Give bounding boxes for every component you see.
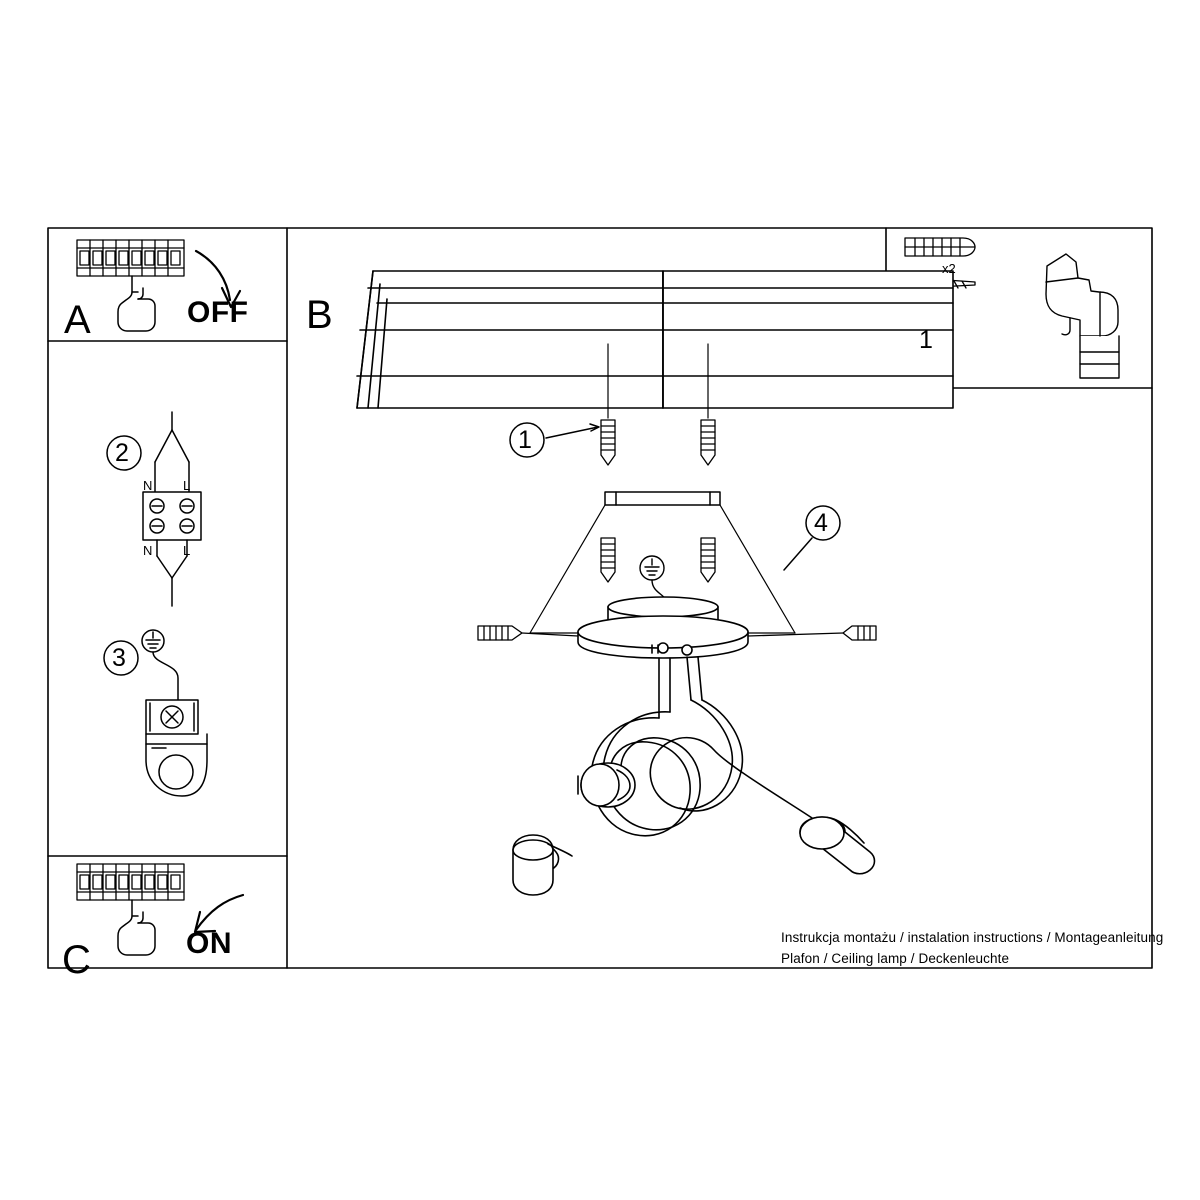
callout-1-ceiling-number: 1 [518, 426, 532, 454]
step-c-label-on: ON [186, 927, 232, 960]
breaker-off-icon [77, 240, 184, 276]
callout-3-number: 3 [112, 644, 126, 672]
callout-2-number: 2 [115, 439, 129, 467]
wall-plug-icon [905, 238, 975, 256]
ceiling-screw-right [701, 420, 715, 465]
terminal-label-n-top: N [143, 478, 153, 493]
power-drill-icon [1046, 254, 1119, 378]
parts-quantity-label: x2 [942, 261, 956, 276]
terminal-label-l-top: L [183, 478, 191, 493]
step-a-label-off: OFF [187, 296, 249, 329]
callout-4 [784, 506, 840, 570]
mounting-bracket-icon [605, 492, 720, 505]
lamp-canopy-icon [578, 597, 748, 658]
ceiling-lamp-icon [513, 657, 875, 895]
ceiling-slab-icon [357, 271, 953, 408]
ceiling-screw-left [601, 420, 615, 465]
caption-line-1: Instrukcja montażu / instalation instructions / Montageanleitung [781, 930, 1164, 945]
callout-1-number: 1 [919, 326, 933, 354]
callout-4-number: 4 [814, 509, 828, 537]
terminal-label-l-bottom: L [183, 543, 191, 558]
earth-ground-icon-3 [142, 630, 164, 652]
hand-pointing-icon-a [118, 276, 155, 331]
terminal-label-n-bottom: N [143, 543, 153, 558]
bracket-screw-right [701, 538, 715, 582]
step-letter-b: B [306, 293, 333, 337]
hand-pointing-icon-c [118, 900, 155, 955]
bracket-screw-left [601, 538, 615, 582]
step-letter-c: C [62, 938, 91, 982]
step-letter-a: A [64, 298, 91, 342]
breaker-on-icon [77, 864, 184, 900]
caption-line-2: Plafon / Ceiling lamp / Deckenleuchte [781, 951, 1010, 966]
